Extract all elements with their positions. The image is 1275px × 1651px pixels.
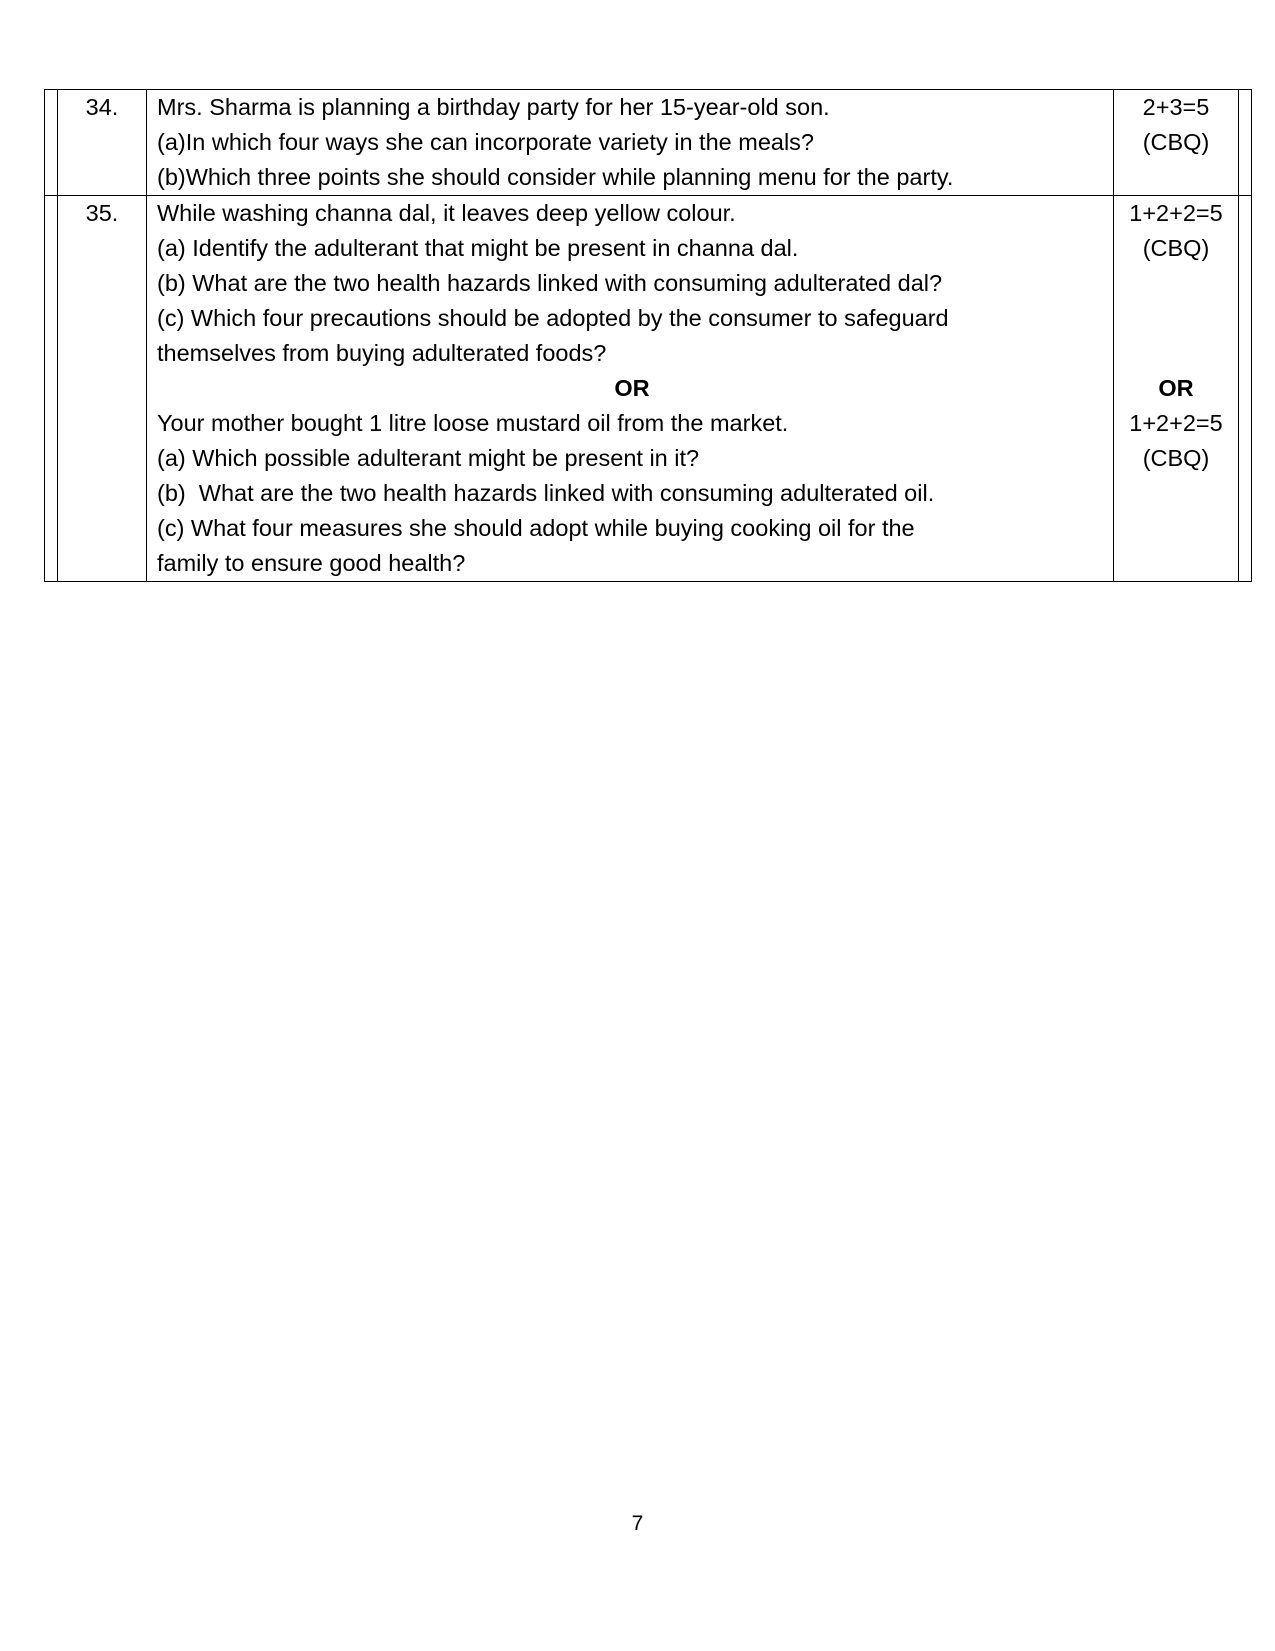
or-separator: OR [614,375,650,401]
table-left-margin-cell [45,196,58,582]
question-number: 34. [58,90,147,196]
table-right-margin-cell [1239,196,1252,582]
alternative-question-line: Your mother bought 1 litre loose mustard oil from the market. [157,410,789,436]
question-line: (a)In which four ways she can incorporate variety in the meals? [157,129,815,155]
table-row [45,90,1252,196]
question-line: (b)Which three points she should consider while planning menu for the party. [157,164,954,190]
alternative-marks-type: (CBQ) [1142,445,1210,471]
alternative-question-line: (c) What four measures she should adopt while buying cooking oil for the [157,515,915,541]
question-line: Mrs. Sharma is planning a birthday party for her 15-year-old son. [157,94,830,120]
marks-value: 1+2+2=5 [1129,200,1223,226]
alternative-question-line: family to ensure good health? [157,550,466,576]
question-line: (b) What are the two health hazards linked with consuming adulterated dal? [157,270,943,296]
question-number: 35. [58,196,147,582]
question-line: (a) Identify the adulterant that might be present in channa dal. [157,235,799,261]
table-right-margin-cell [1239,90,1252,196]
alternative-question-line: (b) What are the two health hazards linked with consuming adulterated oil. [157,480,935,506]
table-row [45,196,1252,582]
table-left-margin-cell [45,90,58,196]
alternative-question-line: (a) Which possible adulterant might be present in it? [157,445,700,471]
question-marks [1114,90,1239,196]
page-number: 7 [631,1512,644,1535]
alternative-marks-value: 1+2+2=5 [1129,410,1223,436]
question-line: (c) Which four precautions should be adopted by the consumer to safeguard [157,305,949,331]
marks-or-label: OR [1158,375,1194,401]
question-line: themselves from buying adulterated foods? [157,340,607,366]
question-text [147,196,1114,582]
question-table [44,89,1252,582]
question-line: While washing channa dal, it leaves deep yellow colour. [157,200,736,226]
question-text [147,90,1114,196]
marks-value: 2+3=5 [1142,94,1210,120]
marks-type: (CBQ) [1142,235,1210,261]
question-marks [1114,196,1239,582]
marks-type: (CBQ) [1142,129,1210,155]
